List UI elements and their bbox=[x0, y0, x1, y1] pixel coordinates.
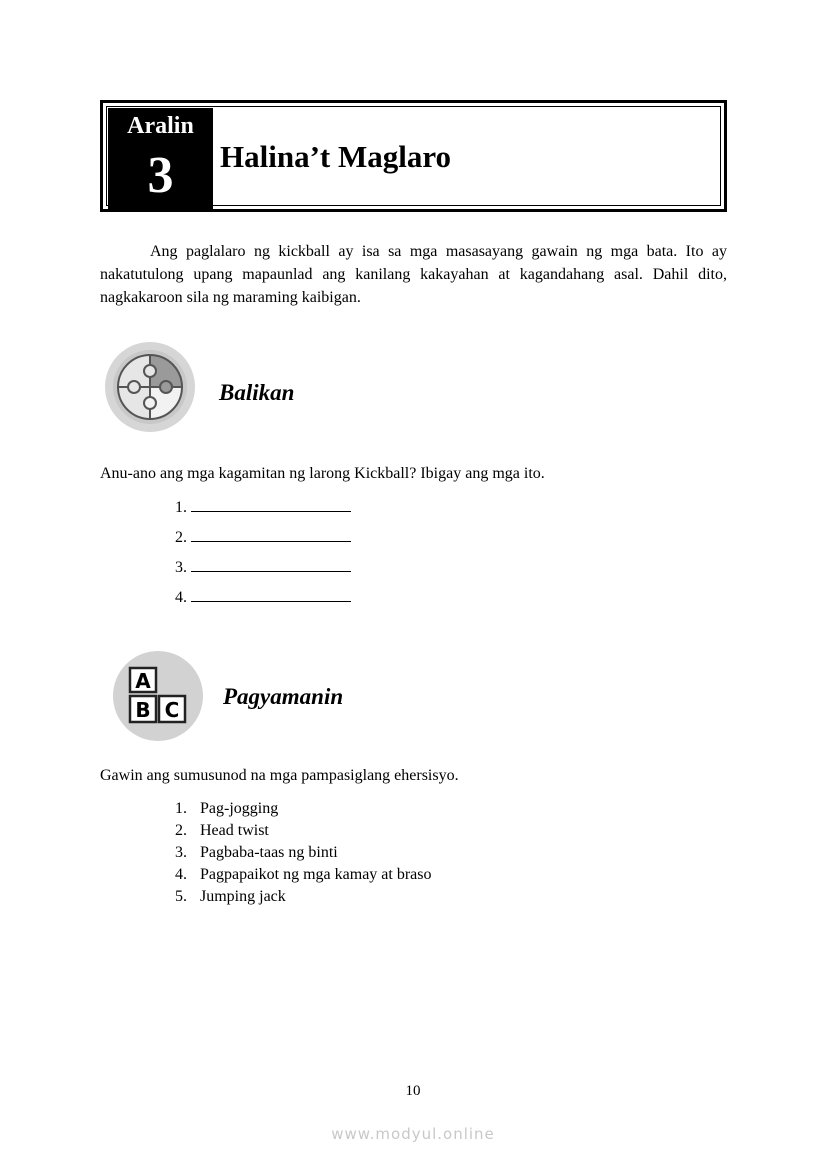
pagyamanin-title: Pagyamanin bbox=[223, 684, 344, 709]
block-letter-b: B bbox=[135, 698, 151, 722]
answer-number: 2. bbox=[175, 529, 187, 546]
answer-row bbox=[175, 557, 351, 587]
item-text: Head twist bbox=[200, 822, 269, 839]
answer-row bbox=[175, 587, 351, 617]
answer-number: 3. bbox=[175, 559, 187, 576]
exercise-list bbox=[175, 798, 432, 908]
block-letter-a: A bbox=[135, 669, 151, 693]
answer-blank[interactable] bbox=[191, 527, 351, 542]
item-number: 4. bbox=[175, 866, 187, 883]
page-number: 10 bbox=[405, 1083, 421, 1099]
lesson-header bbox=[100, 100, 727, 212]
answer-number: 1. bbox=[175, 499, 187, 516]
list-item bbox=[175, 820, 432, 842]
item-number: 2. bbox=[175, 822, 187, 839]
balikan-prompt: Anu-ano ang mga kagamitan ng larong Kickball? Ibigay ang mga ito. bbox=[100, 465, 545, 482]
pagyamanin-prompt: Gawin ang sumusunod na mga pampasiglang ehersisyo. bbox=[100, 767, 459, 784]
lesson-word: Aralin bbox=[127, 113, 194, 139]
answer-blank[interactable] bbox=[191, 587, 351, 602]
lesson-title: Halina’t Maglaro bbox=[220, 139, 452, 174]
watermark: www.modyul.online bbox=[331, 1125, 495, 1143]
lesson-number: 3 bbox=[147, 147, 174, 204]
answer-row bbox=[175, 497, 351, 527]
balikan-title: Balikan bbox=[219, 380, 295, 405]
answer-number: 4. bbox=[175, 589, 187, 606]
item-text: Pagbaba-taas ng binti bbox=[200, 844, 338, 861]
item-number: 1. bbox=[175, 800, 187, 817]
item-number: 5. bbox=[175, 888, 187, 905]
puzzle-icon bbox=[104, 341, 196, 433]
balikan-answer-list bbox=[175, 497, 351, 617]
item-text: Jumping jack bbox=[200, 888, 286, 905]
answer-blank[interactable] bbox=[191, 557, 351, 572]
item-text: Pag-jogging bbox=[200, 800, 279, 817]
block-letter-c: C bbox=[164, 698, 180, 722]
list-item bbox=[175, 864, 432, 886]
item-text: Pagpapaikot ng mga kamay at braso bbox=[200, 866, 432, 883]
abc-blocks-icon bbox=[112, 650, 204, 742]
list-item bbox=[175, 842, 432, 864]
answer-row bbox=[175, 527, 351, 557]
answer-blank[interactable] bbox=[191, 497, 351, 512]
lesson-tab bbox=[108, 108, 213, 210]
list-item bbox=[175, 798, 432, 820]
item-number: 3. bbox=[175, 844, 187, 861]
intro-paragraph: Ang paglalaro ng kickball ay isa sa mga masasayang gawain ng mga bata. Ito ay nakatutulong upang mapaunlad ang kanilang kakayahan at kagandahang asal. Dahil dito, nagkakaroon sila ng maraming kaibigan. bbox=[100, 243, 727, 306]
list-item bbox=[175, 886, 432, 908]
